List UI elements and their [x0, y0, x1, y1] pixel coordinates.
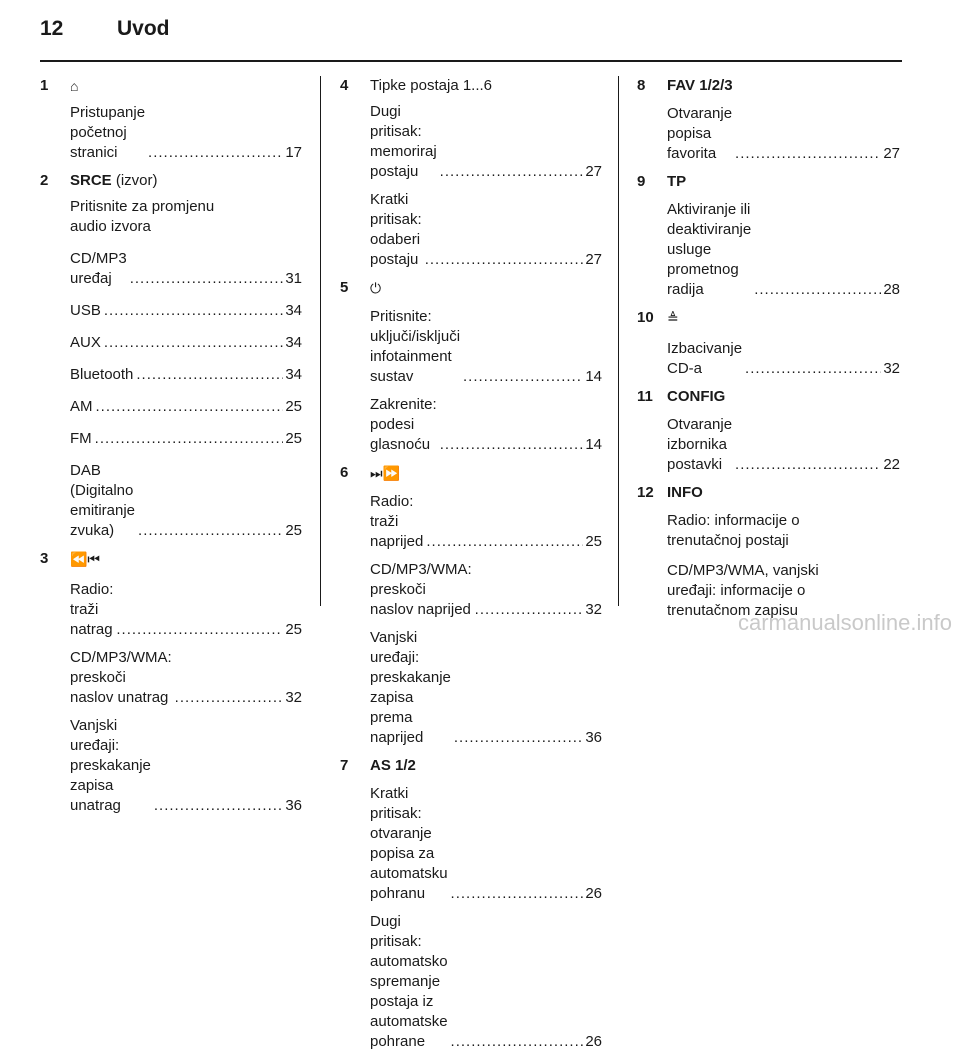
item-number: 4 [340, 77, 349, 94]
toc-entry: Pritisnite: uključi/isključi infotainment sustav ..... 14 [370, 307, 602, 387]
seek-back-icon: ⏪⏮ [70, 551, 101, 567]
item-2: 2 SRCE (izvor) Pritisnite za promjenu audio izvora CD/MP3 uređaj ..... 31 USB ..... 34 AUX ..... 34 Bluetooth ..... 34 AM ..... 25 FM ..... 25 DAB (Digitalno emitiranje zvuka) ..... 25 [40, 171, 302, 541]
chapter-title: Uvod [117, 17, 170, 40]
toc-entry: Vanjski uređaji: preskakanje zapisa unatrag ..... 36 [70, 716, 302, 816]
item-description: CD/MP3/WMA, vanjski uređaji: informacije o trenutačnom zapisu [667, 562, 819, 619]
header-rule [40, 60, 902, 62]
column-2 [340, 76, 602, 1052]
toc-entry: Kratki pritisak: otvaranje popisa za automatsku pohranu ..... 26 [370, 784, 602, 904]
item-5 [340, 278, 602, 455]
item-8 [637, 76, 900, 164]
button-name: SRCE [70, 172, 112, 189]
item-number: 5 [340, 279, 349, 296]
button-name: FAV 1/2/3 [667, 77, 733, 94]
item-number: 10 [637, 309, 654, 326]
toc-entry: Dugi pritisak: memoriraj postaju ..... 27 [370, 102, 602, 182]
item-1 [40, 76, 302, 163]
item-number: 1 [40, 77, 49, 94]
toc-entry: Izbacivanje CD-a ..... 32 [667, 339, 900, 379]
item-6 [340, 463, 602, 748]
toc-entry: Kratki pritisak: odaberi postaju ..... 27 [370, 190, 602, 270]
toc-entry: Otvaranje izbornika postavki ..... 22 [667, 415, 900, 475]
item-7 [340, 756, 602, 1052]
toc-entry: AM ..... 25 [70, 397, 302, 417]
page-number: 12 [40, 17, 64, 40]
item-3 [40, 549, 302, 816]
seek-forward-icon: ⏭⏩ [370, 465, 401, 481]
item-number: 2 [40, 172, 49, 189]
item-9 [637, 172, 900, 300]
toc-entry: CD/MP3/WMA: preskoči naslov unatrag ..... 32 [70, 648, 302, 708]
toc-entry: Radio: traži naprijed ..... 25 [370, 492, 602, 552]
toc-entry: Otvaranje popisa favorita ..... 27 [667, 104, 900, 164]
item-12 [637, 483, 900, 621]
toc-entry: CD/MP3 uređaj ..... 31 [70, 249, 302, 289]
column-divider-2 [618, 76, 619, 606]
item-4: 4 Tipke postaja 1...6 Dugi pritisak: memoriraj postaju ..... 27 Kratki pritisak: odaberi postaju ..... 27 [340, 76, 602, 270]
item-description: Pritisnite za promjenu audio izvora [70, 198, 215, 235]
button-name: INFO [667, 484, 703, 501]
toc-entry: Aktiviranje ili deaktiviranje usluge prometnog radija ..... 28 [667, 200, 900, 300]
column-3 [637, 76, 900, 621]
column-1 [40, 76, 302, 816]
button-name: CONFIG [667, 388, 726, 405]
toc-entry: Vanjski uređaji: preskakanje zapisa prema naprijed ..... 36 [370, 628, 602, 748]
page-header [40, 17, 900, 49]
button-name: TP [667, 173, 687, 190]
toc-entry: Zakrenite: podesi glasnoću ..... 14 [370, 395, 602, 455]
button-name: AS 1/2 [370, 757, 416, 774]
watermark: carmanualsonline.info [737, 610, 952, 635]
item-number: 3 [40, 550, 49, 567]
toc-entry: CD/MP3/WMA: preskoči naslov naprijed ..... 32 [370, 560, 602, 620]
toc-entry: Pristupanje početnoj stranici ..... 17 [70, 103, 302, 163]
item-11 [637, 387, 900, 475]
item-description: Radio: informacije o trenutačnoj postaji [667, 512, 800, 549]
toc-entry: DAB (Digitalno emitiranje zvuka) ..... 25 [70, 461, 302, 541]
item-number: 6 [340, 464, 349, 481]
item-number: 12 [637, 484, 654, 501]
toc-entry: Bluetooth ..... 34 [70, 365, 302, 385]
toc-entry: USB ..... 34 [70, 301, 302, 321]
item-number: 7 [340, 757, 349, 774]
column-divider-1 [320, 76, 321, 606]
eject-icon: ≜ [667, 310, 679, 326]
page-ref: 17 [285, 144, 302, 161]
item-number: 8 [637, 77, 646, 94]
home-icon: ⌂ [70, 78, 79, 94]
toc-entry: Radio: traži natrag ..... 25 [70, 580, 302, 640]
toc-entry: Dugi pritisak: automatsko spremanje postaja iz automatske pohrane ..... 26 [370, 912, 602, 1052]
item-10 [637, 308, 900, 379]
item-number: 11 [637, 388, 653, 405]
toc-entry: FM ..... 25 [70, 429, 302, 449]
toc-entry: AUX ..... 34 [70, 333, 302, 353]
item-number: 9 [637, 173, 646, 190]
power-icon: ⏻ [370, 280, 382, 296]
